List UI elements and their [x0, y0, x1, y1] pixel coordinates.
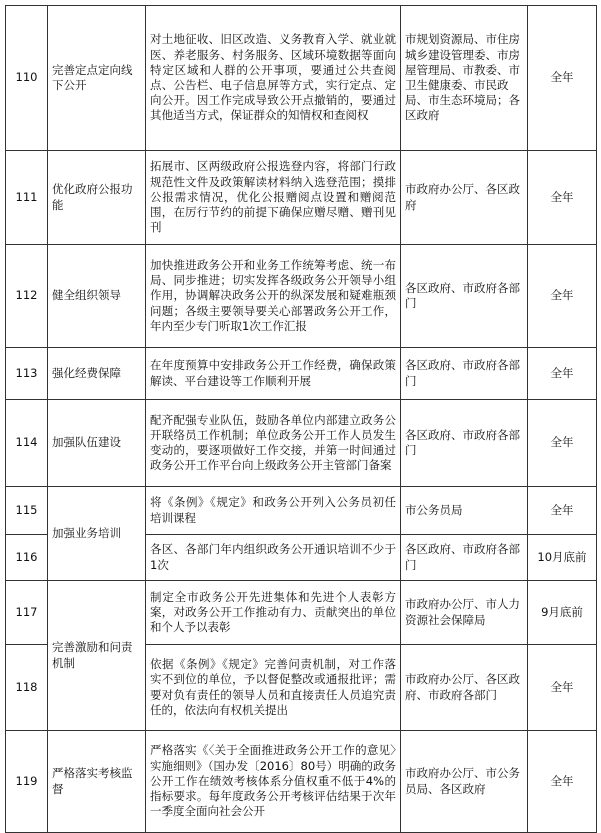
responsible-unit: 市政府办公厅、各区政府、市政府各部门: [401, 645, 528, 731]
responsible-unit: 各区政府、市政府各部门: [401, 245, 528, 348]
responsible-unit: 各区政府、市政府各部门: [401, 400, 528, 487]
responsible-unit: 市政府办公厅、各区政府: [401, 151, 528, 245]
completion-time: 全年: [528, 348, 597, 400]
table-row: [6, 731, 597, 833]
responsible-unit: 市政府办公厅、市公务员局、各区政府: [401, 731, 528, 833]
row-number: 113: [6, 348, 48, 400]
completion-time: 全年: [528, 6, 597, 151]
task-content: 加快推进政务公开和业务工作统筹考虑、统一布局、同步推进；切实发挥各级政务公开领导小组作用，协调解决政务公开的纵深发展和疑难瓶颈问题；各级主要领导要关心部署政务公开工作，年内至少专门听取1次工作汇报: [146, 245, 401, 348]
task-item: 加强队伍建设: [48, 400, 146, 487]
row-number: 110: [6, 6, 48, 151]
task-content: 对土地征收、旧区改造、义务教育入学、就业就医、养老服务、村务服务、区域环境数据等面向特定区域和人群的公开事项，要通过公共查阅点、公告栏、电子信息屏等方式，实行定点、定向公开。因工作完成导致公开点撤销的，要通过其他适当方式，保证群众的知情权和查阅权: [146, 6, 401, 151]
task-content: 将《条例》《规定》和政务公开列入公务员初任培训课程: [146, 487, 401, 535]
task-content: 依据《条例》《规定》完善问责机制，对工作落实不到位的单位，予以督促整改或通报批评；需要对负有责任的领导人员和直接责任人员追究责任的，依法向有权机关提出: [146, 645, 401, 731]
responsible-unit: 各区政府、市政府各部门: [401, 348, 528, 400]
row-number: 111: [6, 151, 48, 245]
table-row: [6, 348, 597, 400]
task-item: 健全组织领导: [48, 245, 146, 348]
row-number: 118: [6, 645, 48, 731]
row-number: 116: [6, 535, 48, 581]
table-row: [6, 6, 597, 151]
table-row: [6, 400, 597, 487]
completion-time: 9月底前: [528, 581, 597, 645]
table-row: [6, 581, 597, 645]
completion-time: 全年: [528, 731, 597, 833]
task-item: 强化经费保障: [48, 348, 146, 400]
table-row: [6, 487, 597, 535]
row-number: 115: [6, 487, 48, 535]
responsible-unit: 市公务员局: [401, 487, 528, 535]
row-number: 119: [6, 731, 48, 833]
task-table: [5, 5, 597, 833]
task-item: 完善激励和问责机制: [48, 581, 146, 731]
responsible-unit: 市政府办公厅、市人力资源社会保障局: [401, 581, 528, 645]
task-content: 制定全市政务公开先进集体和先进个人表彰方案，对政务公开工作推动有力、贡献突出的单位和个人予以表彰: [146, 581, 401, 645]
task-content: 配齐配强专业队伍，鼓励各单位内部建立政务公开联络员工作机制；单位政务公开工作人员发生变动的，要逐项做好工作交接，并第一时间通过政务公开工作平台向上级政务公开主管部门备案: [146, 400, 401, 487]
completion-time: 全年: [528, 151, 597, 245]
task-item: 加强业务培训: [48, 487, 146, 581]
task-item: 完善定点定向线下公开: [48, 6, 146, 151]
completion-time: 全年: [528, 245, 597, 348]
completion-time: 全年: [528, 400, 597, 487]
row-number: 112: [6, 245, 48, 348]
task-content: 在年度预算中安排政务公开工作经费，确保政策解读、平台建设等工作顺利开展: [146, 348, 401, 400]
row-number: 117: [6, 581, 48, 645]
completion-time: 全年: [528, 487, 597, 535]
task-item: 严格落实考核监督: [48, 731, 146, 833]
task-content: 各区、各部门年内组织政务公开通识培训不少于1次: [146, 535, 401, 581]
responsible-unit: 市规划资源局、市住房城乡建设管理委、市房屋管理局、市教委、市卫生健康委、市民政局、市生态环境局；各区政府: [401, 6, 528, 151]
completion-time: 10月底前: [528, 535, 597, 581]
task-content: 严格落实《〈关于全面推进政务公开工作的意见〉实施细则》（国办发〔2016〕80号）明确的政务公开工作在绩效考核体系分值权重不低于4%的指标要求。每年度政务公开考核评估结果于次年一季度全面向社会公开: [146, 731, 401, 833]
table-row: [6, 151, 597, 245]
completion-time: 全年: [528, 645, 597, 731]
task-item: 优化政府公报功能: [48, 151, 146, 245]
table-row: [6, 245, 597, 348]
responsible-unit: 各区政府、市政府各部门: [401, 535, 528, 581]
task-content: 拓展市、区两级政府公报选登内容，将部门行政规范性文件及政策解读材料纳入选登范围；摸排公报需求情况，优化公报赠阅点设置和赠阅范围，在厉行节约的前提下确保应赠尽赠、赠刊见刊: [146, 151, 401, 245]
row-number: 114: [6, 400, 48, 487]
